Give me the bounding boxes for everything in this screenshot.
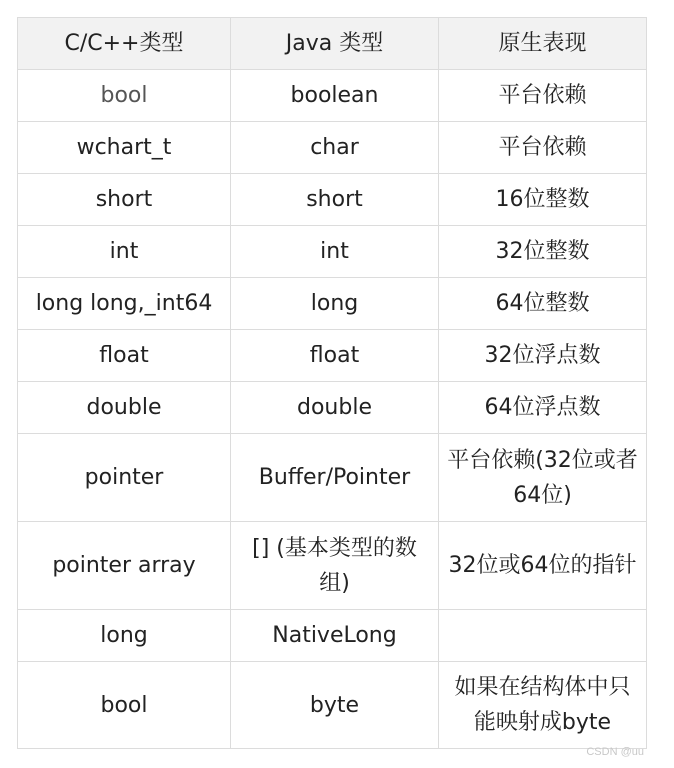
table-header: [18, 18, 647, 70]
table-row: [18, 330, 647, 382]
table-row: [18, 522, 647, 610]
java-type-cell: float: [231, 330, 439, 382]
table-row: [18, 226, 647, 278]
header-row: [18, 18, 647, 70]
type-mapping-table: [17, 17, 647, 749]
table-row: [18, 662, 647, 749]
table-row: [18, 382, 647, 434]
cpp-type-cell: pointer array: [18, 522, 231, 610]
cpp-type-cell: long: [18, 610, 231, 662]
table-row: [18, 434, 647, 522]
native-repr-cell: 平台依赖: [439, 70, 647, 122]
java-type-cell: Buffer/Pointer: [231, 434, 439, 522]
watermark: CSDN @uu: [586, 746, 644, 758]
cpp-type-cell: float: [18, 330, 231, 382]
table-row: [18, 278, 647, 330]
java-type-cell: byte: [231, 662, 439, 749]
native-repr-cell: 32位整数: [439, 226, 647, 278]
native-repr-cell: [439, 610, 647, 662]
cpp-type-cell: short: [18, 174, 231, 226]
table-row: [18, 70, 647, 122]
header-cpp-type: C/C++类型: [18, 18, 231, 70]
java-type-cell: short: [231, 174, 439, 226]
native-repr-cell: 64位浮点数: [439, 382, 647, 434]
table-body: [18, 70, 647, 749]
cpp-type-cell: bool: [18, 70, 231, 122]
java-type-cell: int: [231, 226, 439, 278]
native-repr-cell: 平台依赖: [439, 122, 647, 174]
cpp-type-cell: double: [18, 382, 231, 434]
native-repr-cell: 32位浮点数: [439, 330, 647, 382]
cpp-type-cell: wchart_t: [18, 122, 231, 174]
header-java-type: Java 类型: [231, 18, 439, 70]
native-repr-cell: 平台依赖(32位或者64位): [439, 434, 647, 522]
header-native-repr: 原生表现: [439, 18, 647, 70]
java-type-cell: NativeLong: [231, 610, 439, 662]
native-repr-cell: 如果在结构体中只能映射成byte: [439, 662, 647, 749]
java-type-cell: boolean: [231, 70, 439, 122]
cpp-type-cell: long long,_int64: [18, 278, 231, 330]
table-row: [18, 122, 647, 174]
java-type-cell: [] (基本类型的数组): [231, 522, 439, 610]
cpp-type-cell: int: [18, 226, 231, 278]
java-type-cell: long: [231, 278, 439, 330]
cpp-type-cell: bool: [18, 662, 231, 749]
java-type-cell: double: [231, 382, 439, 434]
native-repr-cell: 32位或64位的指针: [439, 522, 647, 610]
table-row: [18, 610, 647, 662]
java-type-cell: char: [231, 122, 439, 174]
table-row: [18, 174, 647, 226]
native-repr-cell: 64位整数: [439, 278, 647, 330]
native-repr-cell: 16位整数: [439, 174, 647, 226]
cpp-type-cell: pointer: [18, 434, 231, 522]
